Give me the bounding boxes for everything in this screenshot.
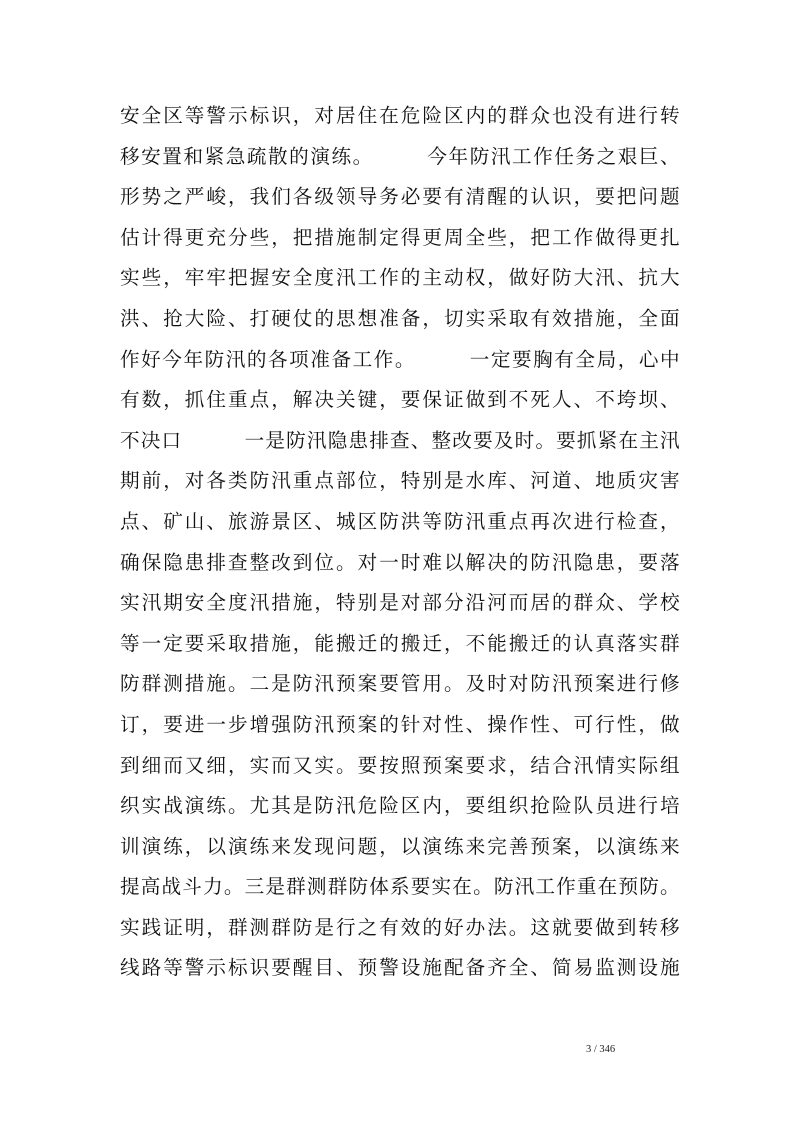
text-line: 有数，抓住重点，解决关键，要保证做到不死人、不垮坝、: [120, 388, 680, 412]
text-line: 实些，牢牢把握安全度汛工作的主动权，做好防大汛、抗大: [120, 266, 680, 290]
text-line: 实汛期安全度汛措施，特别是对部分沿河而居的群众、学校: [120, 591, 680, 615]
body-text: [120, 96, 680, 989]
text-line: 点、矿山、旅游景区、城区防洪等防汛重点再次进行检查，: [120, 509, 680, 533]
text-line: 期前，对各类防汛重点部位，特别是水库、河道、地质灾害: [120, 469, 680, 493]
text-line: 等一定要采取措施，能搬迁的搬迁，不能搬迁的认真落实群: [120, 631, 680, 655]
text-line: 到细而又细，实而又实。要按照预案要求，结合汛情实际组: [120, 753, 680, 777]
text-line: 估计得更充分些，把措施制定得更周全些，把工作做得更扎: [120, 225, 680, 249]
page-number: 3 / 346: [586, 1044, 616, 1055]
text-line: 织实战演练。尤其是防汛危险区内，要组织抢险队员进行培: [120, 794, 680, 818]
text-line: 移安置和紧急疏散的演练。 今年防汛工作任务之艰巨、: [120, 144, 680, 168]
text-line: 安全区等警示标识，对居住在危险区内的群众也没有进行转: [120, 104, 680, 127]
text-line: 实践证明，群测群防是行之有效的好办法。这就要做到转移: [120, 915, 680, 939]
text-line: 作好今年防汛的各项准备工作。 一定要胸有全局，心中: [120, 347, 680, 371]
text-line: 订，要进一步增强防汛预案的针对性、操作性、可行性，做: [120, 712, 680, 736]
text-line: 不决口 一是防汛隐患排查、整改要及时。要抓紧在主汛: [120, 428, 680, 452]
text-line: 洪、抢大险、打硬仗的思想准备，切实采取有效措施，全面: [120, 306, 680, 330]
text-line: 防群测措施。二是防汛预案要管用。及时对防汛预案进行修: [120, 672, 680, 696]
text-line: 形势之严峻，我们各级领导务必要有清醒的认识，要把问题: [120, 185, 680, 209]
text-line: 提高战斗力。三是群测群防体系要实在。防汛工作重在预防。: [120, 875, 680, 899]
text-line: 确保隐患排查整改到位。对一时难以解决的防汛隐患，要落: [120, 550, 680, 574]
text-line: 线路等警示标识要醒目、预警设施配备齐全、简易监测设施: [120, 956, 680, 980]
text-line: 训演练，以演练来发现问题，以演练来完善预案，以演练来: [120, 834, 680, 858]
